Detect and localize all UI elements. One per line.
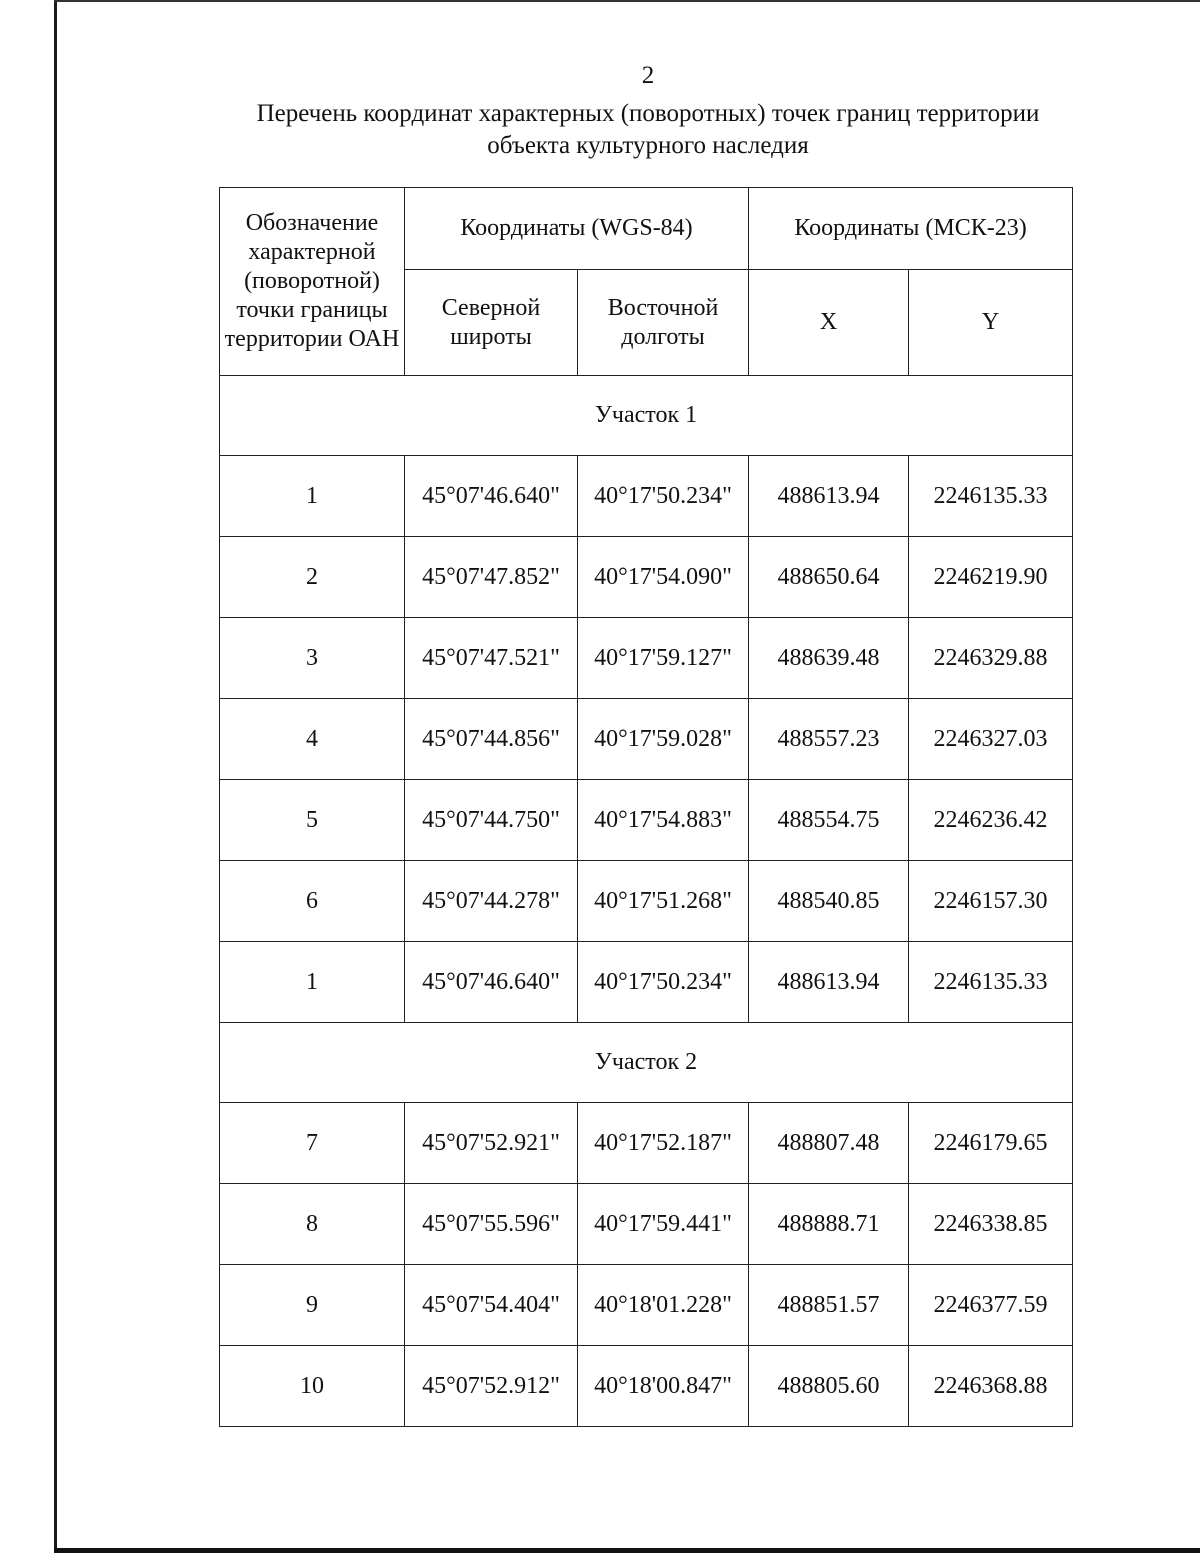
cell-y: 2246135.33 <box>909 456 1073 537</box>
cell-point: 10 <box>220 1346 405 1427</box>
scan-edge-left <box>54 0 57 1553</box>
table-body <box>220 376 1073 1427</box>
cell-point: 8 <box>220 1184 405 1265</box>
table-row <box>220 1265 1073 1346</box>
cell-lon: 40°17'51.268" <box>578 861 749 942</box>
table-row <box>220 1184 1073 1265</box>
table-row <box>220 537 1073 618</box>
cell-y: 2246157.30 <box>909 861 1073 942</box>
cell-x: 488540.85 <box>749 861 909 942</box>
document-title <box>220 98 1076 162</box>
cell-point: 6 <box>220 861 405 942</box>
cell-lon: 40°17'59.028" <box>578 699 749 780</box>
cell-y: 2246368.88 <box>909 1346 1073 1427</box>
scan-edge-bottom <box>54 1548 1200 1553</box>
header-latitude: Северной широты <box>405 270 578 376</box>
header-x: X <box>749 270 909 376</box>
cell-point: 1 <box>220 942 405 1023</box>
table-row <box>220 699 1073 780</box>
cell-lat: 45°07'46.640" <box>405 942 578 1023</box>
header-msk23: Координаты (МСК-23) <box>749 188 1073 270</box>
cell-x: 488613.94 <box>749 942 909 1023</box>
cell-lat: 45°07'47.852" <box>405 537 578 618</box>
section-title: Участок 1 <box>220 376 1073 456</box>
cell-y: 2246377.59 <box>909 1265 1073 1346</box>
cell-lat: 45°07'52.921" <box>405 1103 578 1184</box>
cell-point: 3 <box>220 618 405 699</box>
header-point-designation: Обозначение характерной (поворотной) точки границы территории ОАН <box>220 188 405 376</box>
coordinates-table <box>219 187 1073 1427</box>
cell-lon: 40°17'52.187" <box>578 1103 749 1184</box>
cell-lat: 45°07'44.278" <box>405 861 578 942</box>
section-title: Участок 2 <box>220 1023 1073 1103</box>
table-row <box>220 780 1073 861</box>
cell-y: 2246338.85 <box>909 1184 1073 1265</box>
cell-point: 9 <box>220 1265 405 1346</box>
cell-lon: 40°17'54.090" <box>578 537 749 618</box>
cell-y: 2246179.65 <box>909 1103 1073 1184</box>
page-number: 2 <box>641 62 655 89</box>
cell-point: 2 <box>220 537 405 618</box>
table-row <box>220 456 1073 537</box>
cell-lat: 45°07'52.912" <box>405 1346 578 1427</box>
cell-x: 488639.48 <box>749 618 909 699</box>
cell-y: 2246236.42 <box>909 780 1073 861</box>
cell-x: 488888.71 <box>749 1184 909 1265</box>
cell-lon: 40°18'01.228" <box>578 1265 749 1346</box>
cell-lon: 40°17'59.441" <box>578 1184 749 1265</box>
cell-x: 488554.75 <box>749 780 909 861</box>
cell-lat: 45°07'44.856" <box>405 699 578 780</box>
cell-x: 488805.60 <box>749 1346 909 1427</box>
cell-x: 488650.64 <box>749 537 909 618</box>
table-header <box>220 188 1073 376</box>
cell-lat: 45°07'55.596" <box>405 1184 578 1265</box>
cell-lon: 40°18'00.847" <box>578 1346 749 1427</box>
table-row <box>220 1346 1073 1427</box>
cell-y: 2246135.33 <box>909 942 1073 1023</box>
table-row <box>220 942 1073 1023</box>
cell-x: 488613.94 <box>749 456 909 537</box>
cell-x: 488557.23 <box>749 699 909 780</box>
cell-y: 2246219.90 <box>909 537 1073 618</box>
cell-lat: 45°07'44.750" <box>405 780 578 861</box>
cell-lon: 40°17'59.127" <box>578 618 749 699</box>
cell-lat: 45°07'46.640" <box>405 456 578 537</box>
cell-y: 2246327.03 <box>909 699 1073 780</box>
cell-lon: 40°17'50.234" <box>578 456 749 537</box>
cell-point: 1 <box>220 456 405 537</box>
header-longitude: Восточной долготы <box>578 270 749 376</box>
section-row <box>220 376 1073 456</box>
cell-point: 5 <box>220 780 405 861</box>
cell-lat: 45°07'54.404" <box>405 1265 578 1346</box>
table-row <box>220 861 1073 942</box>
cell-lon: 40°17'54.883" <box>578 780 749 861</box>
header-y: Y <box>909 270 1073 376</box>
cell-y: 2246329.88 <box>909 618 1073 699</box>
cell-lat: 45°07'47.521" <box>405 618 578 699</box>
table-row <box>220 1103 1073 1184</box>
title-line-1: Перечень координат характерных (поворотных) точек границ территории <box>256 100 1040 127</box>
cell-point: 7 <box>220 1103 405 1184</box>
cell-x: 488851.57 <box>749 1265 909 1346</box>
table-row <box>220 618 1073 699</box>
scan-edge-top <box>54 0 1200 2</box>
cell-point: 4 <box>220 699 405 780</box>
cell-lon: 40°17'50.234" <box>578 942 749 1023</box>
section-row <box>220 1023 1073 1103</box>
header-wgs84: Координаты (WGS-84) <box>405 188 749 270</box>
cell-x: 488807.48 <box>749 1103 909 1184</box>
title-line-2: объекта культурного наследия <box>487 132 809 159</box>
